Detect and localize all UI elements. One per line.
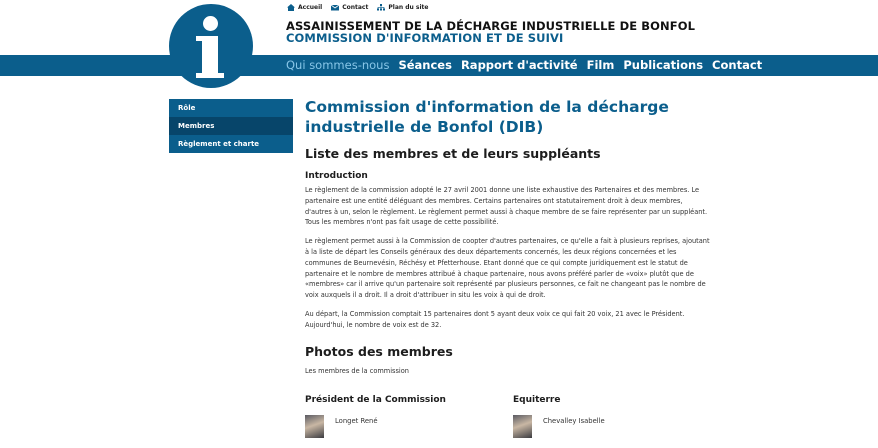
main-nav [286, 58, 762, 72]
nav-item-rapport[interactable]: Rapport d'activité [460, 58, 578, 72]
sidebar-menu [169, 99, 293, 153]
logo-dot [203, 16, 218, 31]
site-title-line1: ASSAINISSEMENT DE LA DÉCHARGE INDUSTRIELLE DE BONFOL [286, 19, 696, 33]
nav-item-qui-sommes-nous[interactable]: Qui sommes-nous [286, 58, 390, 72]
photos-subtitle: Les membres de la commission [305, 367, 409, 375]
sidebar-item-membres[interactable]: Membres [169, 117, 293, 135]
page-title: Commission d'information de la décharge industrielle de Bonfol (DIB) [305, 98, 669, 136]
top-link-sitemap[interactable] [377, 4, 428, 11]
photos-title: Photos des membres [305, 344, 453, 359]
top-link-sitemap-label: Plan du site [388, 4, 429, 11]
nav-item-seances[interactable]: Séances [398, 58, 452, 72]
member-photo-chevalley[interactable] [513, 415, 532, 438]
member-name-chevalley: Chevalley Isabelle [543, 417, 605, 425]
section-title: Liste des membres et de leurs suppléants [305, 146, 601, 161]
paragraph-2: Le règlement permet aussi à la Commission de coopter d'autres partenaires, ce qu'elle a fait à plusieurs reprises, ajoutant à la liste de départ les Conseils généraux des deux départements concernés, les deux régions concernées et les communes de Beurnevésin, Réchésy et Pfetterhouse. Etant donné que ce qui compte juridiquement est le statut de partenaire et le nombre de membres attribué à chaque partenaire, nous avons préféré parler de «voix» plutôt que de «membres» car il arrive qu'un partenaire soit représenté par plusieurs personnes, ce fait ne changeant pas le nombre de voix auxquels il a droit. Il a droit d'attribuer in situ les voix à qui de droit. [305, 237, 710, 300]
top-link-home-label: Accueil [298, 4, 323, 11]
logo-stem [202, 36, 218, 78]
nav-item-publications[interactable]: Publications [623, 58, 704, 72]
site-title-line2: COMMISSION D'INFORMATION ET DE SUIVI [286, 31, 564, 45]
top-link-contact-label: Contact [342, 4, 369, 11]
top-links [287, 4, 428, 11]
sidebar-item-reglement[interactable]: Règlement et charte [169, 135, 293, 153]
member-photo-longet[interactable] [305, 415, 324, 438]
sitemap-icon [377, 4, 385, 11]
top-link-contact[interactable] [331, 4, 368, 11]
intro-title: Introduction [305, 171, 368, 181]
sidebar-item-role[interactable]: Rôle [169, 99, 293, 117]
home-icon [287, 4, 295, 11]
top-link-home[interactable] [287, 4, 322, 11]
paragraph-3: Au départ, la Commission comptait 15 partenaires dont 5 ayant deux voix ce qui fait 20 voix, 21 avec le Président. Aujourd'hui, le nombre de voix est de 32. [305, 309, 685, 329]
nav-item-film[interactable]: Film [586, 58, 615, 72]
main-content [305, 97, 710, 339]
mail-icon [331, 4, 339, 11]
member-role-equiterre: Equiterre [513, 395, 561, 405]
member-name-longet: Longet René [335, 417, 378, 425]
nav-item-contact[interactable]: Contact [712, 58, 763, 72]
site-logo-info-icon[interactable] [169, 4, 253, 88]
member-role-president: Président de la Commission [305, 395, 446, 405]
logo-base [196, 73, 224, 78]
paragraph-1: Le règlement de la commission adopté le 27 avril 2001 donne une liste exhaustive des Partenaires et des membres. Le partenaire est une entité déléguant des membres. Certains partenaires ont statutairement droit à deux membres, d'autres à un, selon le règlement. Le règlement permet aussi à chaque membre de se faire représenter par un suppléant. Tous les membres n'ont pas fait usage de cette possibilité. [305, 186, 708, 227]
